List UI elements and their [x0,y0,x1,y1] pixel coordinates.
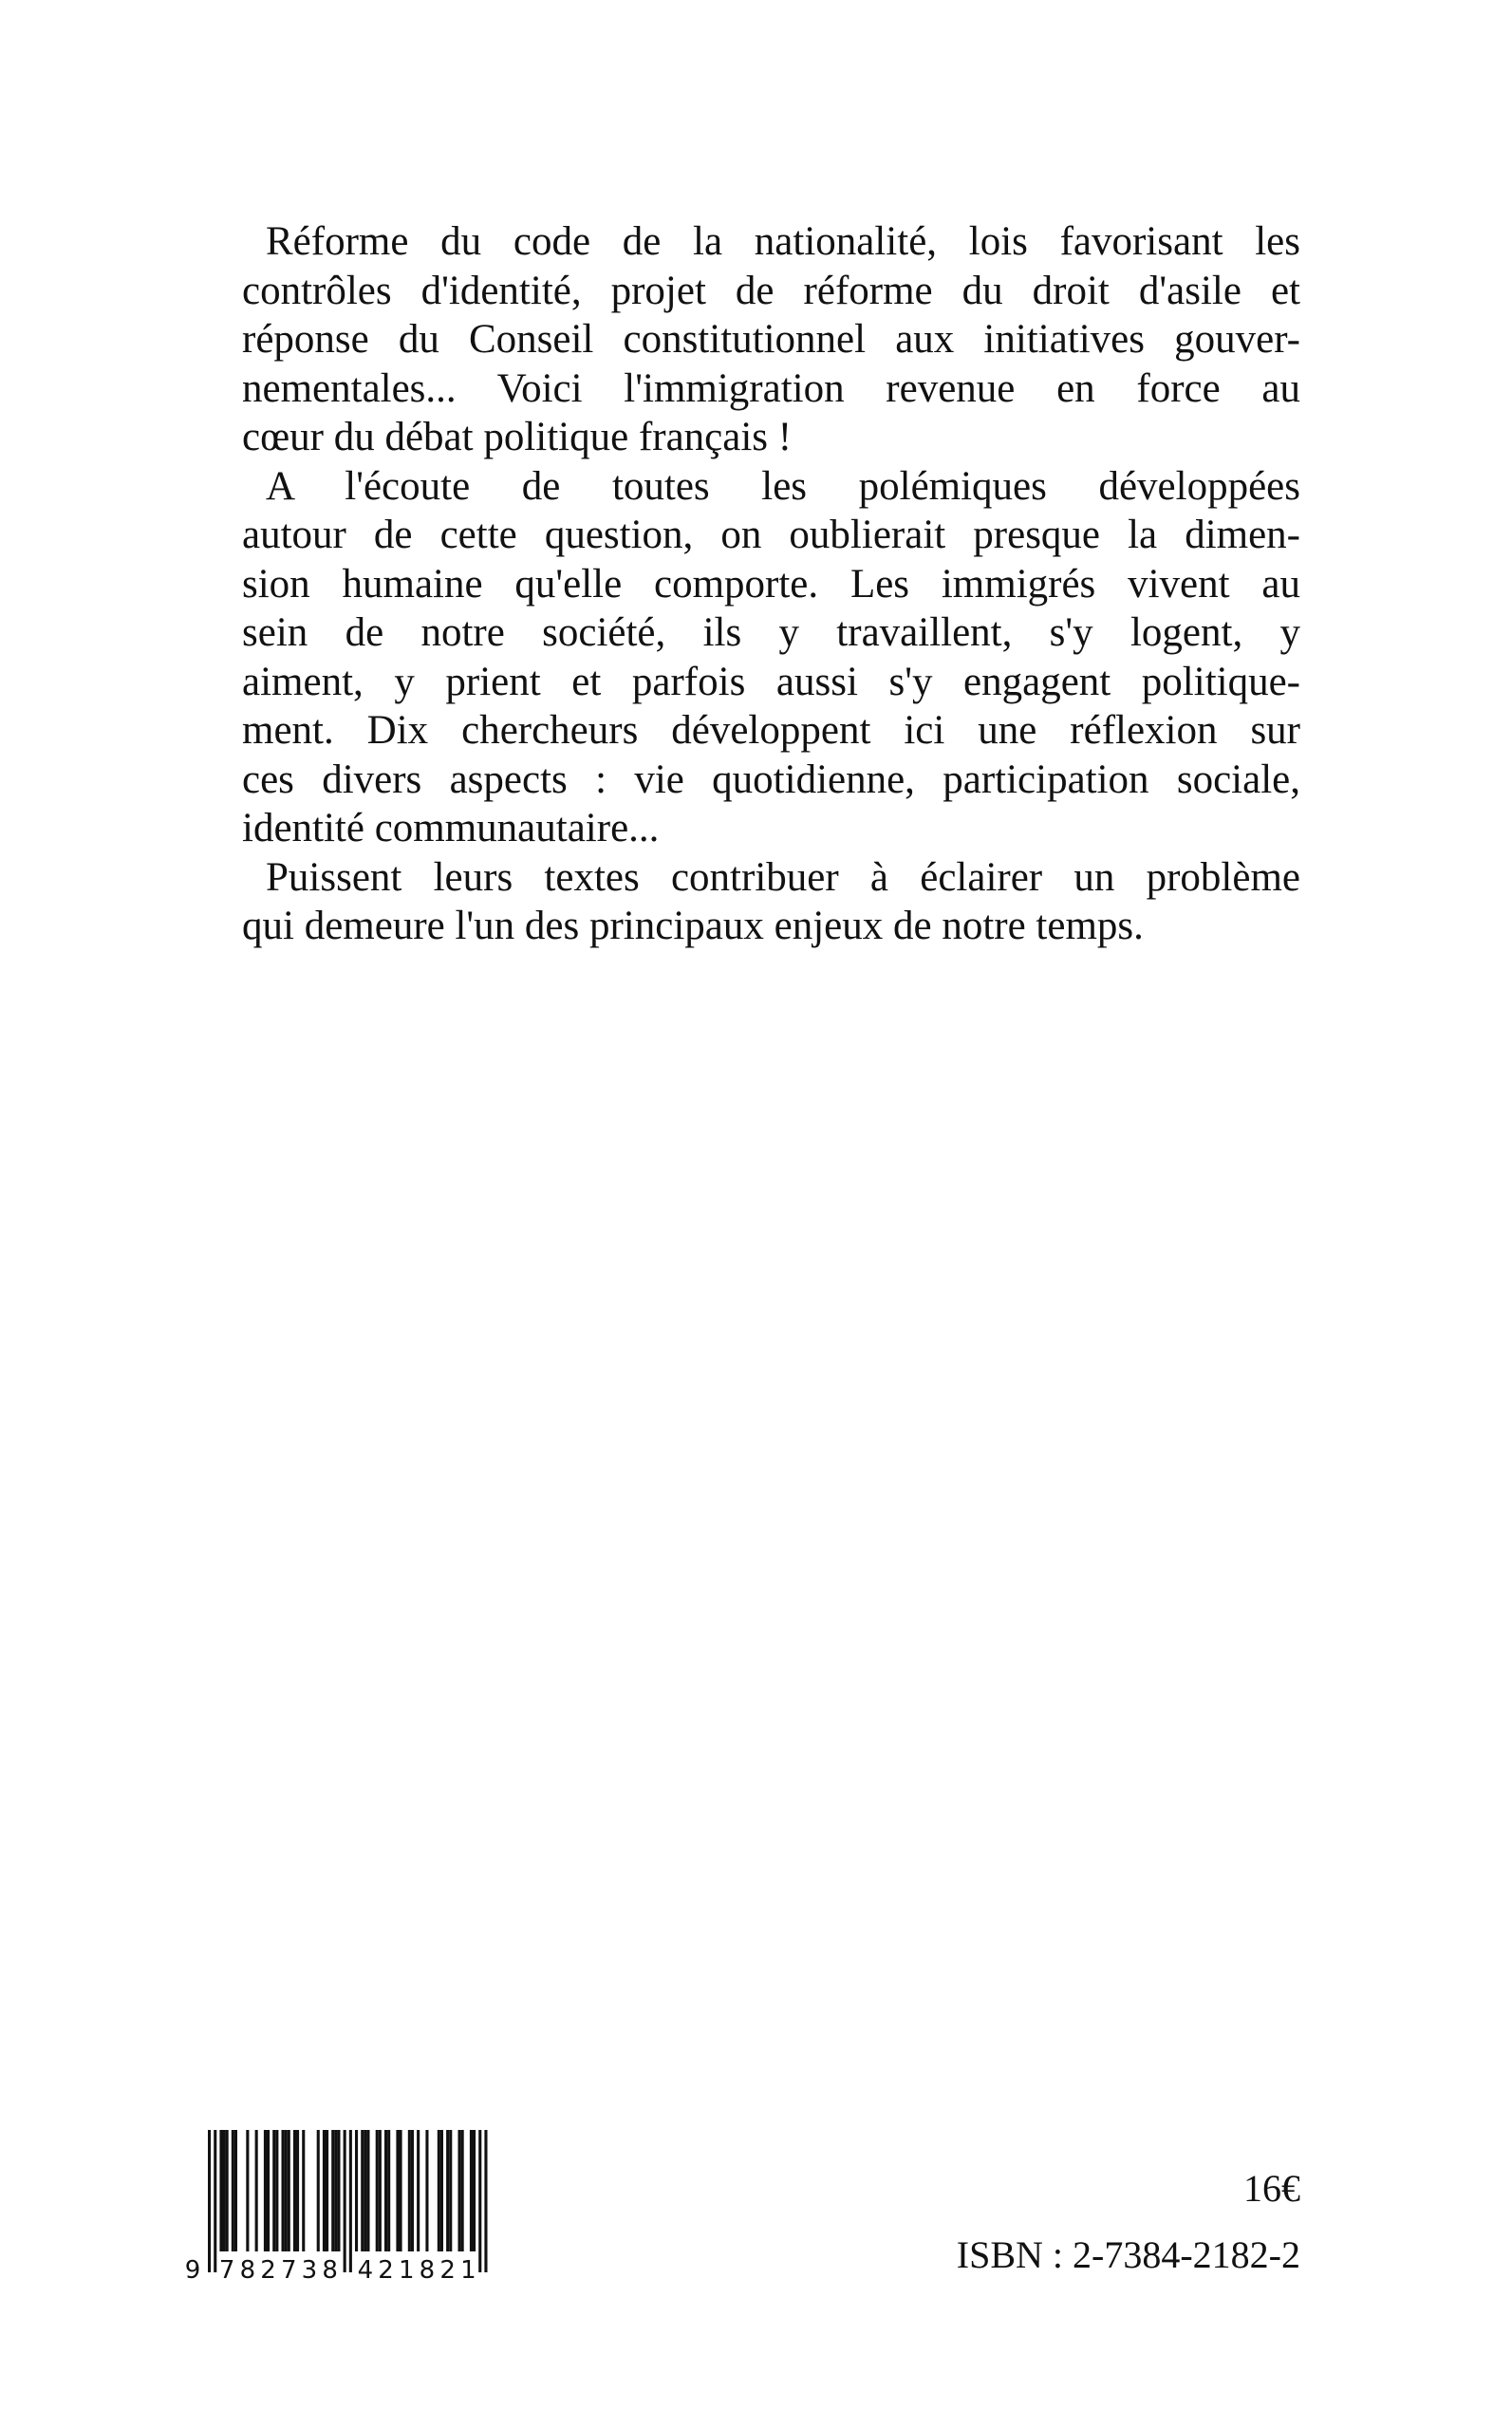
barcode-bar [461,2130,464,2251]
barcode-bar [226,2130,229,2251]
barcode-bar [470,2130,473,2251]
barcode-bar [376,2130,379,2251]
barcode-digit: 1 [398,2256,415,2282]
barcode-bar [293,2130,296,2251]
barcode-bar [458,2130,461,2251]
blurb-line: sion humaine qu'elle comporte. Les immigrés vivent au [242,561,1300,607]
barcode-bar [302,2130,305,2251]
barcode-bar [478,2130,481,2272]
barcode-digit: 2 [260,2256,276,2282]
back-cover-blurb [242,217,1300,951]
barcode-bar [355,2130,358,2251]
barcode-bar [396,2130,399,2251]
barcode-bar [331,2130,334,2251]
blurb-line: cœur du débat politique français ! [242,415,793,459]
barcode-digit: 8 [239,2256,256,2282]
barcode-digit: 8 [419,2256,436,2282]
barcode-bar [387,2130,390,2251]
barcode-bar [361,2130,364,2251]
blurb-line: ces divers aspects : vie quotidienne, participation sociale, [242,756,1300,802]
barcode-bar [417,2130,420,2251]
barcode-bar [288,2130,290,2251]
barcode-bar [255,2130,258,2251]
barcode-digit: 8 [322,2256,338,2282]
barcode-digit: 2 [439,2256,456,2282]
barcode-bar [400,2130,402,2251]
barcode-bar [366,2130,369,2251]
barcode-bar [446,2130,449,2251]
isbn: ISBN : 2-7384-2182-2 [956,2233,1300,2276]
barcode-bar [408,2130,411,2251]
barcode-digit: 1 [460,2256,476,2282]
blurb-line: aiment, y prient et parfois aussi s'y engagent politique- [242,659,1300,704]
barcode-bar [223,2130,226,2251]
barcode-bar [323,2130,326,2251]
barcode-bar [275,2130,278,2251]
barcode-digit: 7 [218,2256,235,2282]
blurb-line: réponse du Conseil constitutionnel aux initiatives gouver- [242,317,1300,362]
barcode-bar [208,2130,211,2272]
barcode-bar [264,2130,267,2251]
barcode-bar [344,2130,346,2272]
barcode-bar [440,2130,443,2251]
barcode-bar [214,2130,216,2272]
barcode-bar [364,2130,366,2251]
barcode-digit: 4 [357,2256,374,2282]
barcode-bar [449,2130,452,2251]
barcode-bar [317,2130,320,2251]
barcode-bar [272,2130,275,2251]
blurb-line: Réforme du code de la nationalité, lois favorisant les [266,219,1300,264]
blurb-line: A l'écoute de toutes les polémiques développées [266,463,1300,509]
barcode-bar [425,2130,428,2251]
barcode-digit: 7 [280,2256,297,2282]
barcode-bar [484,2130,487,2272]
barcode-bar [473,2130,476,2251]
barcode-bar [379,2130,382,2251]
barcode-bar [411,2130,414,2251]
barcode-bar [219,2130,222,2251]
barcode-bar [349,2130,352,2272]
barcode-bar [296,2130,299,2251]
barcode-bar [384,2130,387,2251]
blurb-line: qui demeure l'un des principaux enjeux de notre temps. [242,904,1144,948]
barcode-bar [285,2130,288,2251]
barcode-digit: 3 [301,2256,318,2282]
blurb-line: nementales... Voici l'immigration revenue en force au [242,365,1300,411]
barcode-bar [267,2130,270,2251]
blurb-line: identité communautaire... [242,806,660,850]
blurb-line: contrôles d'identité, projet de réforme du droit d'asile et [242,268,1300,313]
blurb-line: sein de notre société, ils y travaillent, s'y logent, y [242,610,1300,655]
blurb-line: Puissent leurs textes contribuer à éclairer un problème [266,854,1300,900]
barcode-bar [246,2130,249,2251]
barcode-digit: 9 [185,2256,201,2282]
barcode-bar [234,2130,237,2251]
barcode-bar [334,2130,337,2251]
ean13-barcode [185,2130,498,2282]
barcode-bar [232,2130,234,2251]
barcode-bar [337,2130,340,2251]
barcode-bar [326,2130,328,2251]
barcode-digit: 2 [378,2256,394,2282]
blurb-line: autour de cette question, on oublierait presque la dimen- [242,513,1300,557]
price: 16€ [1243,2167,1300,2210]
blurb-line: ment. Dix chercheurs développent ici une réflexion sur [242,708,1300,753]
barcode-bar [438,2130,440,2251]
barcode-bar [282,2130,285,2251]
